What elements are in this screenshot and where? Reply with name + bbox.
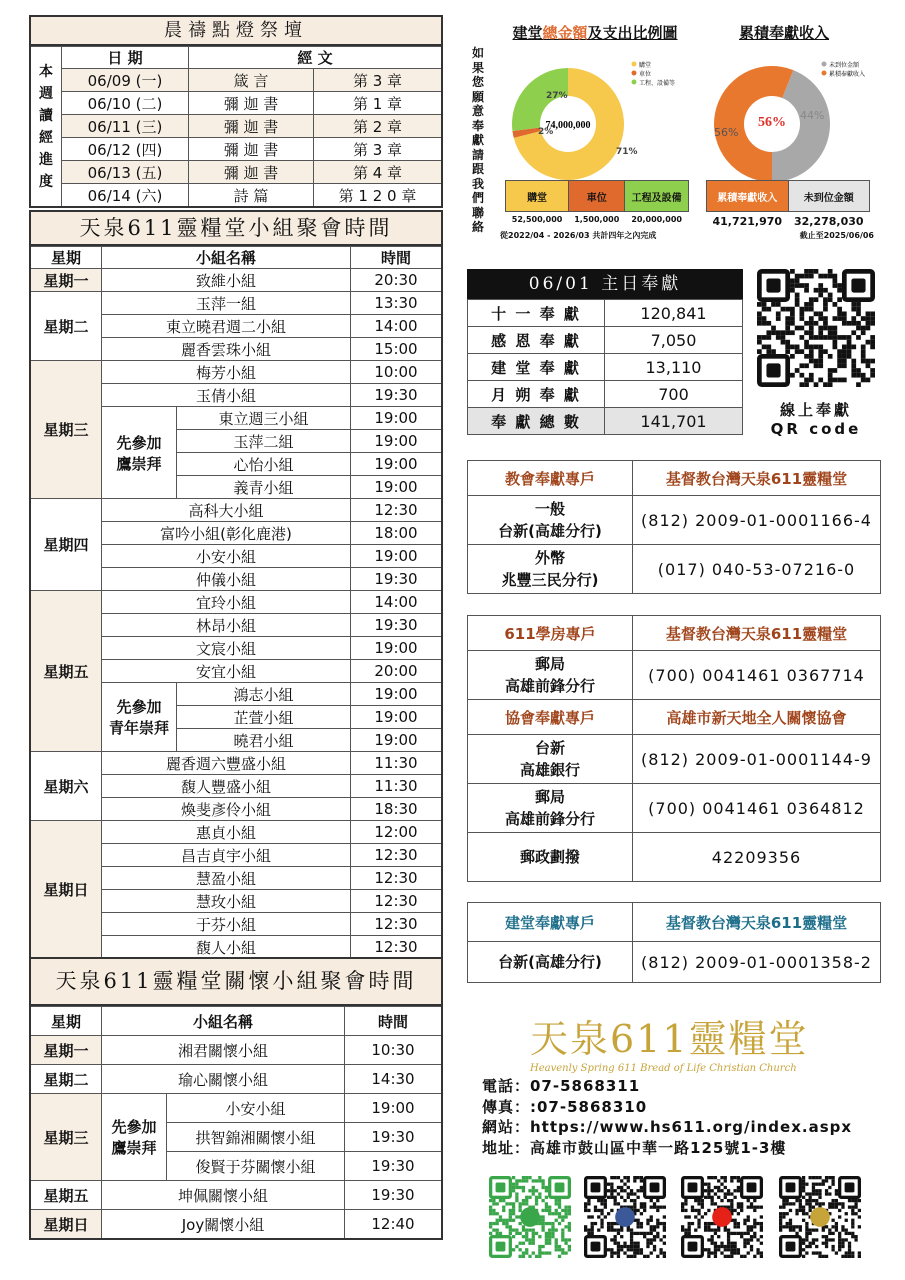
care-group-name: Joy關懷小組 — [102, 1210, 345, 1240]
offering-value: 13,110 — [605, 354, 743, 381]
accum-percent-label: 44% — [800, 109, 825, 122]
group-time: 12:30 — [351, 890, 443, 913]
reading-chapter: 第 3 章 — [314, 138, 443, 161]
building-center-value: 74,000,000 — [545, 120, 591, 131]
accum-percent-label: 56% — [714, 126, 739, 139]
legend-label: 未到位金額 — [829, 62, 860, 69]
account-row — [468, 496, 881, 545]
church-logo-text: 天泉611靈糧堂 — [530, 1017, 809, 1061]
day-label: 星期五 — [30, 1181, 102, 1210]
accumulated-chart — [704, 18, 874, 243]
building-chart-title — [500, 22, 690, 43]
building-table — [505, 180, 689, 227]
reading-chapter: 第 1 2 0 章 — [314, 184, 443, 208]
group-row — [30, 292, 442, 315]
offering-label: 十 一 奉 獻 — [468, 300, 605, 327]
accumulated-note: 截止至2025/06/06 — [799, 231, 874, 240]
group-name: 義青小組 — [177, 476, 351, 499]
morning-prayer-table — [29, 46, 443, 208]
group-name: 慧玫小組 — [102, 890, 351, 913]
reading-chapter: 第 3 章 — [314, 69, 443, 92]
reading-chapter: 第 1 章 — [314, 92, 443, 115]
care-group-name: 俊賢于芬關懷小組 — [167, 1152, 345, 1181]
facebook-qr-icon[interactable] — [584, 1176, 666, 1258]
group-time: 19:30 — [351, 568, 443, 591]
account-holder-label: 基督教台灣天泉611靈糧堂 — [633, 903, 881, 942]
group-name: 林昂小組 — [102, 614, 351, 637]
col-group-name: 小組名稱 — [102, 1007, 345, 1036]
account-number: (700) 0041461 0367714 — [633, 651, 881, 700]
offering-value: 120,841 — [605, 300, 743, 327]
group-time: 14:00 — [351, 315, 443, 338]
offering-label: 奉 獻 總 數 — [468, 408, 605, 435]
church-logo-subtitle: Heavenly Spring 611 Bread of Life Christian Church — [530, 1063, 797, 1074]
account-holder-label: 高雄市新天地全人關懷協會 — [633, 700, 881, 735]
care-group-section — [29, 957, 443, 1240]
accum-val-pending: 32,278,030 — [793, 214, 864, 228]
day-label: 星期五 — [30, 591, 102, 752]
bank-name: 台新 高雄銀行 — [468, 735, 633, 784]
group-row — [30, 269, 442, 292]
account-number: (700) 0041461 0364812 — [633, 784, 881, 833]
day-label: 星期三 — [30, 361, 102, 499]
group-time: 11:30 — [351, 775, 443, 798]
account-number: (812) 2009-01-0001144-9 — [633, 735, 881, 784]
account-row — [468, 651, 881, 700]
accumulated-table — [706, 180, 870, 230]
qr-code-icon[interactable] — [757, 269, 875, 387]
care-group-time: 12:40 — [345, 1210, 443, 1240]
reading-date: 06/11 (三) — [62, 115, 189, 138]
building-percent-label: 71% — [616, 147, 638, 157]
bank-name: 台新(高雄分行) — [468, 942, 633, 983]
legend-label: 購堂 — [639, 62, 652, 69]
group-row — [30, 752, 442, 775]
group-time: 12:30 — [351, 913, 443, 936]
group-schedule-title: 天泉611靈糧堂小組聚會時間 — [29, 210, 443, 246]
care-row — [30, 1094, 442, 1123]
day-label: 星期二 — [30, 1065, 102, 1094]
offering-value: 141,701 — [605, 408, 743, 435]
group-name: 玉倩小組 — [102, 384, 351, 407]
group-row — [30, 821, 442, 844]
line-qr-icon[interactable] — [489, 1176, 571, 1258]
group-name: 富吟小組(彰化鹿港) — [102, 522, 351, 545]
group-time: 19:00 — [351, 683, 443, 706]
account-row — [468, 784, 881, 833]
worship-first-label: 先參加 鷹崇拜 — [102, 1094, 167, 1181]
building-percent-label: 27% — [546, 91, 568, 101]
group-time: 12:30 — [351, 936, 443, 960]
accumulated-chart-title: 累積奉獻收入 — [738, 24, 829, 42]
group-name: 馥人小組 — [102, 936, 351, 960]
offering-section — [467, 269, 743, 435]
legend-label: 累積奉獻收入 — [829, 71, 866, 78]
group-time: 20:30 — [351, 269, 443, 292]
building-val-parking: 1,500,000 — [574, 215, 620, 224]
care-group-time: 19:30 — [345, 1181, 443, 1210]
day-label: 星期二 — [30, 292, 102, 361]
group-name: 麗香週六豐盛小組 — [102, 752, 351, 775]
qr-caption-line1: 線上奉獻 — [779, 401, 852, 419]
account-row — [468, 942, 881, 983]
legend-marker — [632, 80, 637, 85]
bank-name: 郵局 高雄前鋒分行 — [468, 784, 633, 833]
account-row — [468, 735, 881, 784]
offering-table — [467, 299, 743, 435]
reading-chapter: 第 2 章 — [314, 115, 443, 138]
reading-row — [30, 69, 442, 92]
group-time: 19:00 — [351, 729, 443, 752]
reading-chapter: 第 4 章 — [314, 161, 443, 184]
account-number: (812) 2009-01-0001358-2 — [633, 942, 881, 983]
building-note: 從2022/04 - 2026/03 共計四年之內完成 — [500, 231, 657, 240]
reading-book: 詩 篇 — [189, 184, 314, 208]
group-row — [30, 361, 442, 384]
account-row — [468, 545, 881, 594]
col-scripture: 經 文 — [189, 47, 443, 69]
group-name: 宜玲小組 — [102, 591, 351, 614]
col-group-name: 小組名稱 — [102, 247, 351, 269]
group-name: 高科大小組 — [102, 499, 351, 522]
building-head-parking: 車位 — [569, 181, 625, 212]
account-number: (017) 040-53-07216-0 — [633, 545, 881, 594]
day-label: 星期日 — [30, 821, 102, 960]
account-type-label: 建堂奉獻專戶 — [468, 903, 633, 942]
group-name: 煥斐彥伶小組 — [102, 798, 351, 821]
group-name: 玉萍二組 — [177, 430, 351, 453]
care-group-name: 瑜心關懷小組 — [102, 1065, 345, 1094]
group-name: 馥人豐盛小組 — [102, 775, 351, 798]
group-time: 19:00 — [351, 706, 443, 729]
group-time: 20:00 — [351, 660, 443, 683]
group-name: 鴻志小組 — [177, 683, 351, 706]
group-name: 昌吉貞宇小組 — [102, 844, 351, 867]
accumulated-pie-chart — [704, 60, 874, 190]
address-line: 地址：高雄市鼓山區中華一路125號1-3樓 — [482, 1138, 787, 1157]
group-time: 10:00 — [351, 361, 443, 384]
group-time: 18:30 — [351, 798, 443, 821]
group-time: 19:00 — [351, 476, 443, 499]
reading-book: 彌 迦 書 — [189, 161, 314, 184]
group-name: 東立曉君週二小組 — [102, 315, 351, 338]
bank-name: 一般 台新(高雄分行) — [468, 496, 633, 545]
account-type-label: 教會奉獻專戶 — [468, 461, 633, 496]
group-name: 于芬小組 — [102, 913, 351, 936]
youtube-qr-icon[interactable] — [681, 1176, 763, 1258]
reading-book: 彌 迦 書 — [189, 115, 314, 138]
care-row — [30, 1181, 442, 1210]
care-row — [30, 1065, 442, 1094]
building-pie-chart — [492, 60, 692, 190]
care-group-table — [29, 1006, 443, 1240]
group-row — [30, 499, 442, 522]
accum-val-received: 41,721,970 — [712, 214, 783, 228]
online-offering-qr[interactable] — [757, 269, 875, 438]
group-name: 小安小組 — [102, 545, 351, 568]
phone-line: 電話：07-5868311 — [482, 1077, 641, 1095]
group-time: 12:00 — [351, 821, 443, 844]
reading-date: 06/09 (一) — [62, 69, 189, 92]
group-name: 慧盈小組 — [102, 867, 351, 890]
offering-title: 06/01 主日奉獻 — [467, 269, 743, 299]
group-time: 19:00 — [351, 545, 443, 568]
group-name: 曉君小組 — [177, 729, 351, 752]
care-group-name: 拱智錦湘關懷小組 — [167, 1123, 345, 1152]
care-group-time: 19:30 — [345, 1123, 443, 1152]
account-number: 42209356 — [633, 833, 881, 882]
offering-row — [468, 300, 743, 327]
group-schedule-section — [29, 210, 443, 960]
care-group-time: 10:30 — [345, 1036, 443, 1065]
reading-row — [30, 92, 442, 115]
bank-name: 外幣 兆豐三民分行) — [468, 545, 633, 594]
care-group-time: 19:00 — [345, 1094, 443, 1123]
building-val-equipment: 20,000,000 — [631, 215, 682, 224]
morning-prayer-section — [29, 15, 443, 208]
qr-caption-line2: QR code — [770, 420, 862, 438]
care-group-time: 14:30 — [345, 1065, 443, 1094]
offering-value: 7,050 — [605, 327, 743, 354]
building-title-highlight: 總金額 — [542, 24, 588, 42]
legend-label: 工程、設備等 — [639, 80, 676, 87]
reading-row — [30, 161, 442, 184]
group-time: 14:00 — [351, 591, 443, 614]
day-label: 星期六 — [30, 752, 102, 821]
legend-marker — [822, 62, 827, 67]
group-name: 惠貞小組 — [102, 821, 351, 844]
care-group-name: 湘君關懷小組 — [102, 1036, 345, 1065]
building-account-table — [467, 902, 881, 983]
reading-row — [30, 184, 442, 208]
care-row — [30, 1210, 442, 1240]
account-row — [468, 833, 881, 882]
group-name: 致維小組 — [102, 269, 351, 292]
worship-first-label: 先參加 青年崇拜 — [102, 683, 177, 752]
legend-label: 車位 — [639, 71, 652, 78]
group-time: 12:30 — [351, 844, 443, 867]
reading-date: 06/12 (四) — [62, 138, 189, 161]
building-title-post: 及支出比例圖 — [587, 24, 678, 42]
group-time: 19:30 — [351, 614, 443, 637]
reading-book: 彌 迦 書 — [189, 92, 314, 115]
accum-head-received: 累積奉獻收入 — [707, 181, 789, 212]
group-time: 19:00 — [351, 407, 443, 430]
church-logo — [530, 1008, 830, 1074]
group-name: 東立週三小組 — [177, 407, 351, 430]
website-line[interactable]: 網站：https://www.hs611.org/index.aspx — [482, 1118, 853, 1136]
legend-marker — [632, 62, 637, 67]
accum-head-pending: 未到位金額 — [788, 181, 870, 212]
bank-name: 郵局 高雄前鋒分行 — [468, 651, 633, 700]
group-name: 心怡小組 — [177, 453, 351, 476]
offering-value: 700 — [605, 381, 743, 408]
contact-us-vertical-text: 如果您願意奉獻請跟我們聯絡 — [472, 46, 485, 234]
care-group-name: 坤佩關懷小組 — [102, 1181, 345, 1210]
col-day: 星期 — [30, 1007, 102, 1036]
group-time: 12:30 — [351, 499, 443, 522]
reading-date: 06/14 (六) — [62, 184, 189, 208]
group-name: 仲儀小組 — [102, 568, 351, 591]
care-group-title: 天泉611靈糧堂關懷小組聚會時間 — [29, 957, 443, 1006]
offering-label: 建 堂 奉 獻 — [468, 354, 605, 381]
group-name: 麗香雲珠小組 — [102, 338, 351, 361]
day-label: 星期一 — [30, 269, 102, 292]
reading-date: 06/13 (五) — [62, 161, 189, 184]
group-row — [30, 591, 442, 614]
day-label: 星期四 — [30, 499, 102, 591]
group-time: 19:30 — [351, 384, 443, 407]
account-holder-label: 基督教台灣天泉611靈糧堂 — [633, 616, 881, 651]
account-number: (812) 2009-01-0001166-4 — [633, 496, 881, 545]
group-time: 15:00 — [351, 338, 443, 361]
legend-marker — [822, 71, 827, 76]
website-qr-icon[interactable] — [779, 1176, 861, 1258]
day-label: 星期日 — [30, 1210, 102, 1240]
day-label: 星期三 — [30, 1094, 102, 1181]
group-time: 18:00 — [351, 522, 443, 545]
group-name: 安宜小組 — [102, 660, 351, 683]
col-date: 日 期 — [62, 47, 189, 69]
day-label: 星期一 — [30, 1036, 102, 1065]
offering-row — [468, 408, 743, 435]
col-time: 時間 — [351, 247, 443, 269]
legend-marker — [632, 71, 637, 76]
offering-row — [468, 381, 743, 408]
building-percent-label: 2% — [538, 127, 554, 137]
building-chart — [470, 18, 700, 243]
group-name: 芷萱小組 — [177, 706, 351, 729]
offering-row — [468, 327, 743, 354]
building-head-equipment: 工程及設備 — [625, 181, 689, 212]
group-name: 梅芳小組 — [102, 361, 351, 384]
offering-row — [468, 354, 743, 381]
accum-center-value: 56% — [758, 115, 786, 130]
building-title-pre: 建堂 — [512, 24, 543, 42]
building-val-purchase: 52,500,000 — [511, 215, 563, 224]
group-time: 12:30 — [351, 867, 443, 890]
group-name: 文宸小組 — [102, 637, 351, 660]
care-row — [30, 1036, 442, 1065]
worship-first-label: 先參加 鷹崇拜 — [102, 407, 177, 499]
group-schedule-table — [29, 246, 443, 960]
reading-row — [30, 115, 442, 138]
account-type-label: 611學房專戶 — [468, 616, 633, 651]
school-association-account-table — [467, 615, 881, 882]
care-group-time: 19:30 — [345, 1152, 443, 1181]
offering-label: 感 恩 奉 獻 — [468, 327, 605, 354]
col-day: 星期 — [30, 247, 102, 269]
contact-info — [482, 1076, 882, 1158]
building-head-purchase: 購堂 — [506, 181, 569, 212]
care-group-name: 小安小組 — [167, 1094, 345, 1123]
col-time: 時間 — [345, 1007, 443, 1036]
group-time: 19:00 — [351, 430, 443, 453]
group-time: 19:00 — [351, 453, 443, 476]
morning-prayer-title: 晨禱點燈祭壇 — [29, 15, 443, 46]
reading-book: 彌 迦 書 — [189, 138, 314, 161]
group-time: 19:00 — [351, 637, 443, 660]
offering-label: 月 朔 奉 獻 — [468, 381, 605, 408]
group-time: 13:30 — [351, 292, 443, 315]
account-type-label: 協會奉獻專戶 — [468, 700, 633, 735]
church-account-table — [467, 460, 881, 594]
reading-book: 箴 言 — [189, 69, 314, 92]
group-time: 11:30 — [351, 752, 443, 775]
bank-name: 郵政劃撥 — [468, 833, 633, 882]
account-holder-label: 基督教台灣天泉611靈糧堂 — [633, 461, 881, 496]
fax-line: 傳真：:07-5868310 — [482, 1097, 648, 1116]
reading-row — [30, 138, 442, 161]
group-name: 玉萍一組 — [102, 292, 351, 315]
reading-date: 06/10 (二) — [62, 92, 189, 115]
reading-progress-label: 本 週 讀 經 進 度 — [30, 47, 62, 208]
